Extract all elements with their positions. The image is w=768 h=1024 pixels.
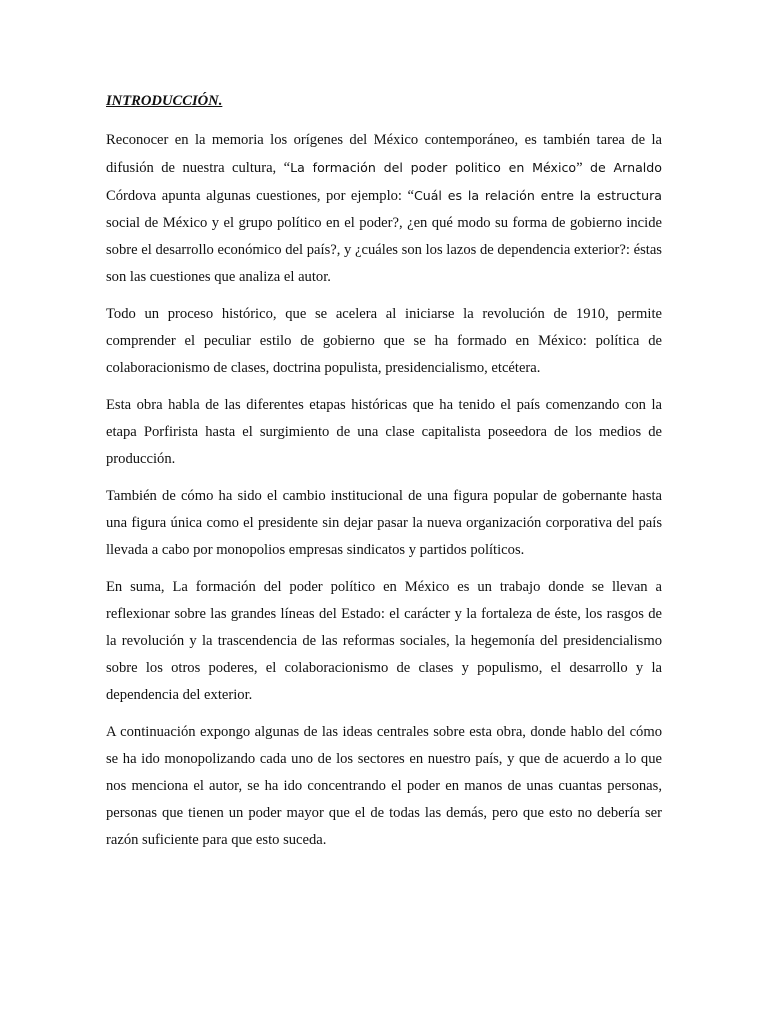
question-quote: Cuál es la relación entre la estructura xyxy=(413,188,662,203)
paragraph-1-part-a: Reconocer en la memoria los orígenes del México contemporáneo, es también tarea de la difusión de nuestra cultura, “ xyxy=(106,132,662,176)
paragraph-6: A continuación expongo algunas de las ideas centrales sobre esta obra, donde hablo del cómo se ha ido monopolizando cada uno de los sectores en nuestro país, y que de acuerdo a lo que nos menciona el autor, se ha ido concentrando el poder en manos de unas cuantas personas, personas que tienen un poder mayor que el de todas las demás, pero que esto no debería ser razón suficiente para que esto suceda. xyxy=(106,724,662,848)
paragraph-1-part-d: de Arnaldo xyxy=(589,160,662,175)
paragraph-1 xyxy=(106,127,662,291)
book-title-quote: La formación del poder politico en México xyxy=(290,160,577,175)
paragraph-1-part-g: social de México y el grupo político en el poder?, ¿en qué modo su forma de gobierno incide sobre el desarrollo económico del país?, y ¿cuáles son los lazos de dependencia exterior?: éstas son las cuestiones que analiza el autor. xyxy=(106,215,662,285)
paragraph-2: Todo un proceso histórico, que se acelera al iniciarse la revolución de 1910, permite comprender el peculiar estilo de gobierno que se ha formado en México: política de colaboracionismo de clases, doctrina populista, presidencialismo, etcétera. xyxy=(106,306,662,376)
paragraph-5: En suma, La formación del poder político en México es un trabajo donde se llevan a reflexionar sobre las grandes líneas del Estado: el carácter y la fortaleza de éste, los rasgos de la revolución y la trascendencia de las reformas sociales, la hegemonía del presidencialismo sobre los otros poderes, el colaboracionismo de clases y populismo, el desarrollo y la dependencia del exterior. xyxy=(106,579,662,703)
paragraph-1-part-e: Córdova apunta algunas cuestiones, por ejemplo: “ xyxy=(106,188,414,204)
document-page xyxy=(106,88,662,864)
paragraph-1-part-c: ” xyxy=(576,160,590,176)
document-title: INTRODUCCIÓN. xyxy=(106,93,223,109)
paragraph-4: También de cómo ha sido el cambio institucional de una figura popular de gobernante hasta una figura única como el presidente sin dejar pasar la nueva organización corporativa del país llevada a cabo por monopolios empresas sindicatos y partidos políticos. xyxy=(106,488,662,558)
paragraph-3: Esta obra habla de las diferentes etapas históricas que ha tenido el país comenzando con la etapa Porfirista hasta el surgimiento de una clase capitalista poseedora de los medios de producción. xyxy=(106,397,662,467)
